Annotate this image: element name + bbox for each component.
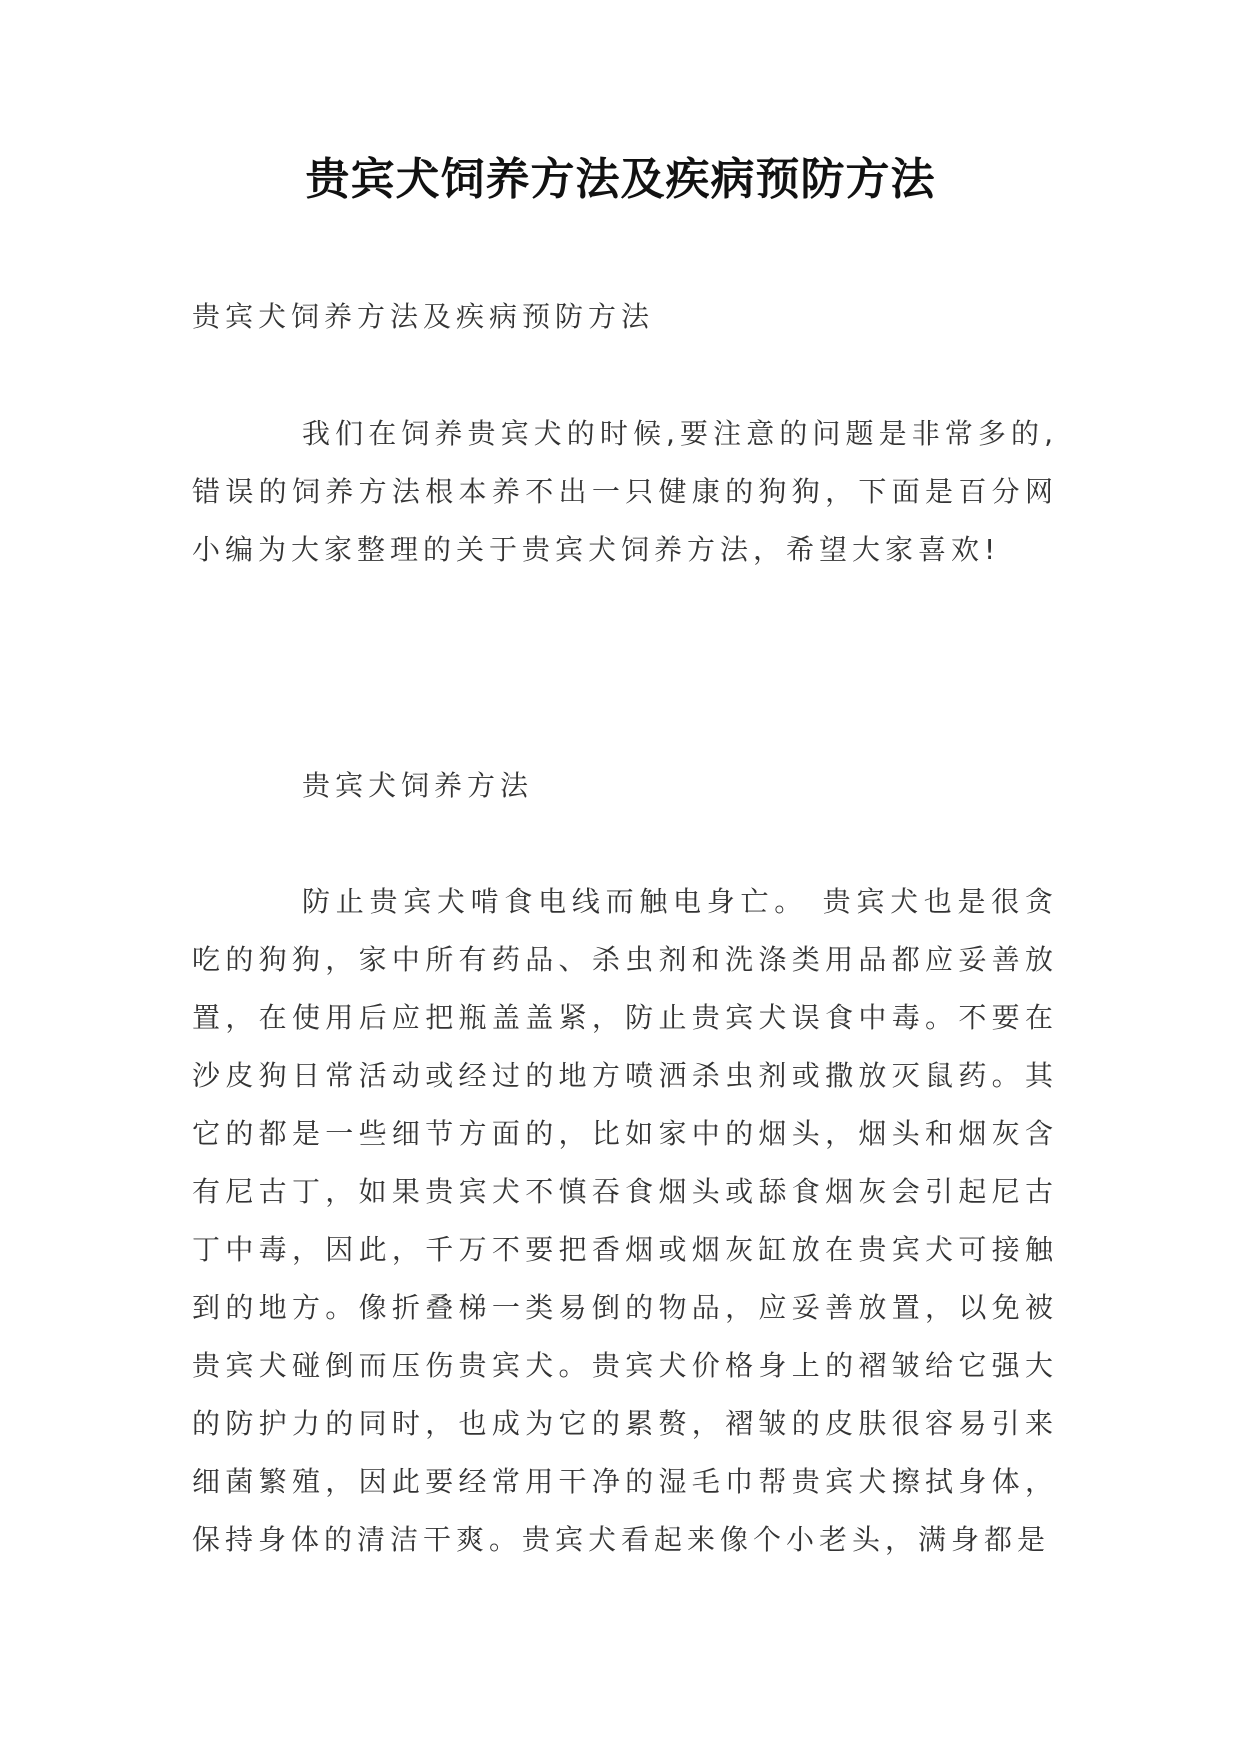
main-paragraph: 防止贵宾犬啃食电线而触电身亡。 贵宾犬也是很贪吃的狗狗，家中所有药品、杀虫剂和洗涤类用品都应妥善放置，在使用后应把瓶盖盖紧，防止贵宾犬误食中毒。不要在沙皮狗日常活动或经过的地方喷洒杀虫剂或撒放灭鼠药。其它的都是一些细节方面的，比如家中的烟头，烟头和烟灰含有尼古丁，如果贵宾犬不慎吞食烟头或舔食烟灰会引起尼古丁中毒，因此，千万不要把香烟或烟灰缸放在贵宾犬可接触到的地方。像折叠梯一类易倒的物品，应妥善放置，以免被贵宾犬碰倒而压伤贵宾犬。贵宾犬价格身上的褶皱给它强大的防护力的同时，也成为它的累赘，褶皱的皮肤很容易引来细菌繁殖，因此要经常用干净的湿毛巾帮贵宾犬擦拭身体，保持身体的清洁干爽。贵宾犬看起来像个小老头，满身都是 xyxy=(192,885,1058,1556)
intro-paragraph: 我们在饲养贵宾犬的时候,要注意的问题是非常多的,错误的饲养方法根本养不出一只健康的狗狗，下面是百分网小编为大家整理的关于贵宾犬饲养方法，希望大家喜欢! xyxy=(192,417,1058,566)
section-heading: 贵宾犬饲养方法 xyxy=(302,769,534,802)
document-title: 贵宾犬饲养方法及疾病预防方法 xyxy=(305,154,936,205)
document-subtitle: 贵宾犬饲养方法及疾病预防方法 xyxy=(192,300,655,333)
